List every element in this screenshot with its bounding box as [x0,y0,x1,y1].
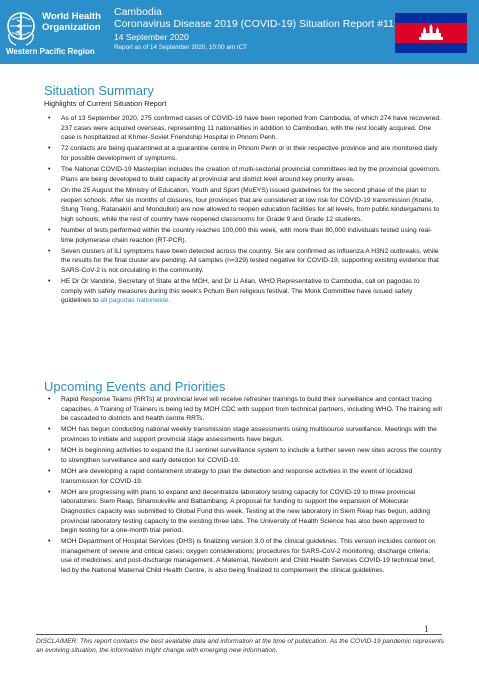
list-item: • Rapid Response Teams (RRTs) at provincial level will receive refresher trainings to build their surveillance and contact tracing capacities. A Training of Trainers is being led by MOH CDC with support from technical partners, including WHO. The training will be cascaded to districts and health centre RRTs. [44,395,442,424]
list-item: • MOH has begun conducting national weekly transmission stage assessments using multisource surveillance. Meetings with the provinces to initiate and support provincial stage assessments have begun. [44,425,442,444]
header-text-block [114,6,394,52]
list-item: • Number of tests performed within the country reaches 100,000 this week, with more than 80,000 individuals tested using real-time polymerase chain reaction (RT-PCR). [44,226,442,245]
upcoming-events-title: Upcoming Events and Priorities [44,379,226,394]
situation-summary-title: Situation Summary [44,83,154,98]
country-name: Cambodia [114,6,162,18]
org-region: Western Pacific Region [6,47,95,56]
page-number: 1 [424,624,429,634]
list-item: • 72 contacts are being quarantined at a quarantine centre in Phnom Penh or in their respective province and are monitored daily for possible development of symptoms. [44,144,442,163]
situation-summary-list [44,114,442,307]
org-name: World Health Organization [42,11,101,33]
list-item-tail: all pagodas nationwide. [100,297,171,305]
who-emblem-icon [6,10,36,48]
list-item: • MOH Department of Hospital Services (DHS) is finalizing version 3.0 of the clinical guidelines. This version includes content on management of severe and critical cases; oxygen considerations; procedures for SARS-CoV-2 monitoring; discharge criteria; use of medicines; and post-discharge management. A Maternal, Newborn and Child Health Services COVID-19 technical brief, led by the National Maternal Child Health Centre, is also being finalized to complement the clinical guidelines. [44,537,442,575]
list-item: • As of 13 September 2020, 275 confirmed cases of COVID-19 have been reported from Cambodia, of which 274 have recovered. 237 cases were acquired overseas, representing 11 nationalities in addition to Cambodian, with the rest locally acquired. One case is hospitalized at Khmer-Soviet Friendship Hospital in Phnom Penh. [44,114,442,143]
list-item: • Seven clusters of ILI symptoms have been detected across the country. Six are confirmed as influenza A H3N2 outbreaks, while the results for the final cluster are pending. All samples (n=329) tested negative for COVID-19, supporting existing evidence that SARS-CoV-2 is not circulating in the community. [44,247,442,276]
report-date: 14 September 2020 [114,32,189,42]
list-item: • MOH is beginning activities to expand the ILI sentinel surveillance system to include a further seven new sites across the country to strengthen surveillance and early detection for COVID-19. [44,446,442,465]
footer-divider [36,634,442,635]
upcoming-events-list [44,395,442,577]
list-item-text: HE Dr Or Vandine, Secretary of State at the MOH, and Dr Li Ailan, WHO Representative to Cambodia, call on pagodas to comply with safety measures during this week's Pchum Ben religious festival. The Monk Committee have issued safety guidelines to [61,278,420,305]
situation-summary-subtitle: Highlights of Current Situation Report [44,99,167,108]
cambodia-flag-icon [395,13,467,53]
disclaimer-text: DISCLAIMER: This report contains the best available data and information at the time of publication. As the COVID-19 pandemic represents an evolving situation, the information might change with emerging new information. [36,638,445,654]
list-item [44,277,442,306]
report-title: Coronavirus Disease 2019 (COVID-19) Situation Report #11 [114,18,394,30]
report-header [0,0,479,64]
list-item: • The National COVID-19 Masterplan includes the creation of multi-sectorial provincial committees led by the provincial governors. Plans are being developed to build capacity at provincial and district level around key priority areas. [44,165,442,184]
list-item: • On the 25 August the Ministry of Education, Youth and Sport (MoEYS) issued guidelines for the second phase of the plan to reopen schools. After six months of closures, four provinces that are considered at low risk for COVID-19 transmission (Kratie, Stung Treng, Ratanakiri and Mondulkiri) are now allowed to reopen education facilities for all levels, from public kindergartens to high schools, while the rest of country have reopened classrooms for Grade 9 and Grade 12 students. [44,186,442,224]
list-item: • MOH are developing a rapid containment strategy to plan the detection and response activities in the event of localized transmission for COVID-19. [44,467,442,486]
list-item: • MOH are progressing with plans to expand and decentralize laboratory testing capacity for COVID-19 to three provincial laboratories: Siem Reap, Sihanoukville and Battambang. A proposal for funding to support the expansion of Molecular Diagnostics capacity was submitted to Global Fund this week. Testing at the new laboratory in Siem Reap has begun, adding provincial laboratory testing capacity to the existing three labs. The University of Health Science has also been approved to begin testing for a one-month trial period. [44,488,442,536]
report-as-of: Report as of 14 September 2020, 10:00 am ICT [114,44,248,51]
